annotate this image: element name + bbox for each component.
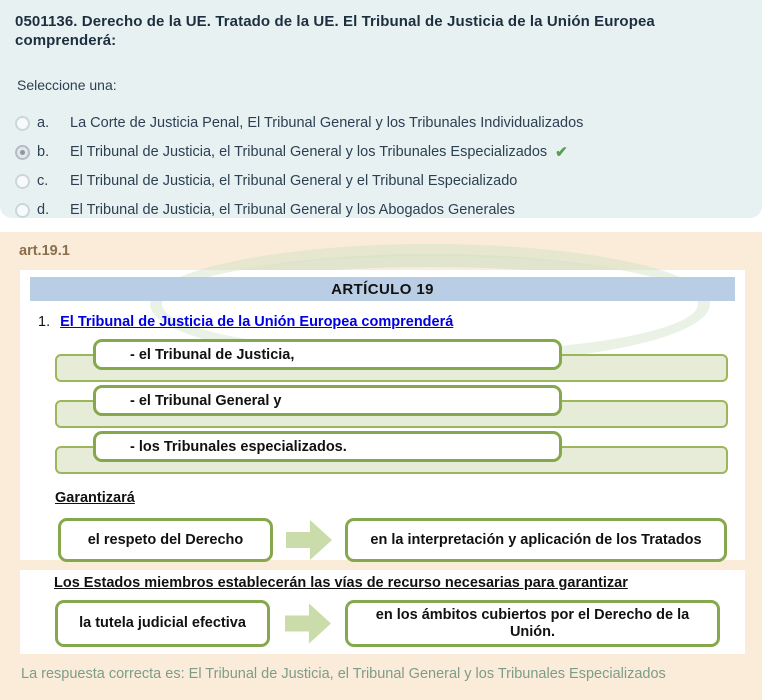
correct-answer-feedback: La respuesta correcta es: El Tribunal de Justicia, el Tribunal General y los Tribunales Especializados [21,666,666,682]
flow-target-box: en los ámbitos cubiertos por el Derecho de la Unión. [345,600,720,647]
option-row-d[interactable] [15,196,744,225]
option-text: La Corte de Justicia Penal, El Tribunal General y los Tribunales Individualizados [70,115,584,131]
option-row-b[interactable] [15,138,744,167]
list-item [28,385,737,431]
item-number: 1. [38,314,51,330]
list-item-box: - el Tribunal de Justicia, [93,339,562,370]
flow-source-box: el respeto del Derecho [58,518,273,562]
option-letter: c. [37,173,49,189]
option-text: El Tribunal de Justicia, el Tribunal General y los Tribunales Especializados [70,144,548,160]
option-text: El Tribunal de Justicia, el Tribunal General y los Abogados Generales [70,202,515,218]
question-title: 0501136. Derecho de la UE. Tratado de la UE. El Tribunal de Justicia de la Unión Europea comprenderá: [15,13,655,49]
radio-button[interactable] [15,145,30,160]
arrow-right-icon [285,603,331,645]
arrow-right-icon [286,519,332,561]
option-letter: b. [37,144,50,160]
list-item [28,339,737,385]
radio-button[interactable] [15,174,30,189]
article-link[interactable]: El Tribunal de Justicia de la Unión Europea comprenderá [60,314,454,330]
flow-target-box: en la interpretación y aplicación de los Tratados [345,518,727,562]
question-prompt: Seleccione una: [17,76,117,93]
flow-source-box: la tutela judicial efectiva [55,600,270,647]
member-states-card [20,570,745,654]
tribunal-list [28,339,737,477]
guarantee-heading: Garantizará [55,490,135,506]
list-item [28,431,737,477]
radio-button[interactable] [15,203,30,218]
question-card [0,0,762,218]
article-card [20,270,745,560]
member-states-heading: Los Estados miembros establecerán las vías de recurso necesarias para garantizar [54,575,628,591]
option-text: El Tribunal de Justicia, el Tribunal General y el Tribunal Especializado [70,173,518,189]
list-item-box: - el Tribunal General y [93,385,562,416]
option-letter: a. [37,115,50,131]
option-row-a[interactable] [15,109,744,138]
article-reference-label: art.19.1 [19,243,70,259]
states-flow [28,600,737,647]
explanation-section [0,232,762,700]
radio-button[interactable] [15,116,30,131]
guarantee-flow [28,518,737,562]
options-list [15,109,744,225]
list-item-box: - los Tribunales especializados. [93,431,562,462]
option-letter: d. [37,202,50,218]
article-item-line [38,312,737,332]
check-icon: ✔ [555,144,568,161]
option-row-c[interactable] [15,167,744,196]
article-header: ARTÍCULO 19 [30,277,735,301]
